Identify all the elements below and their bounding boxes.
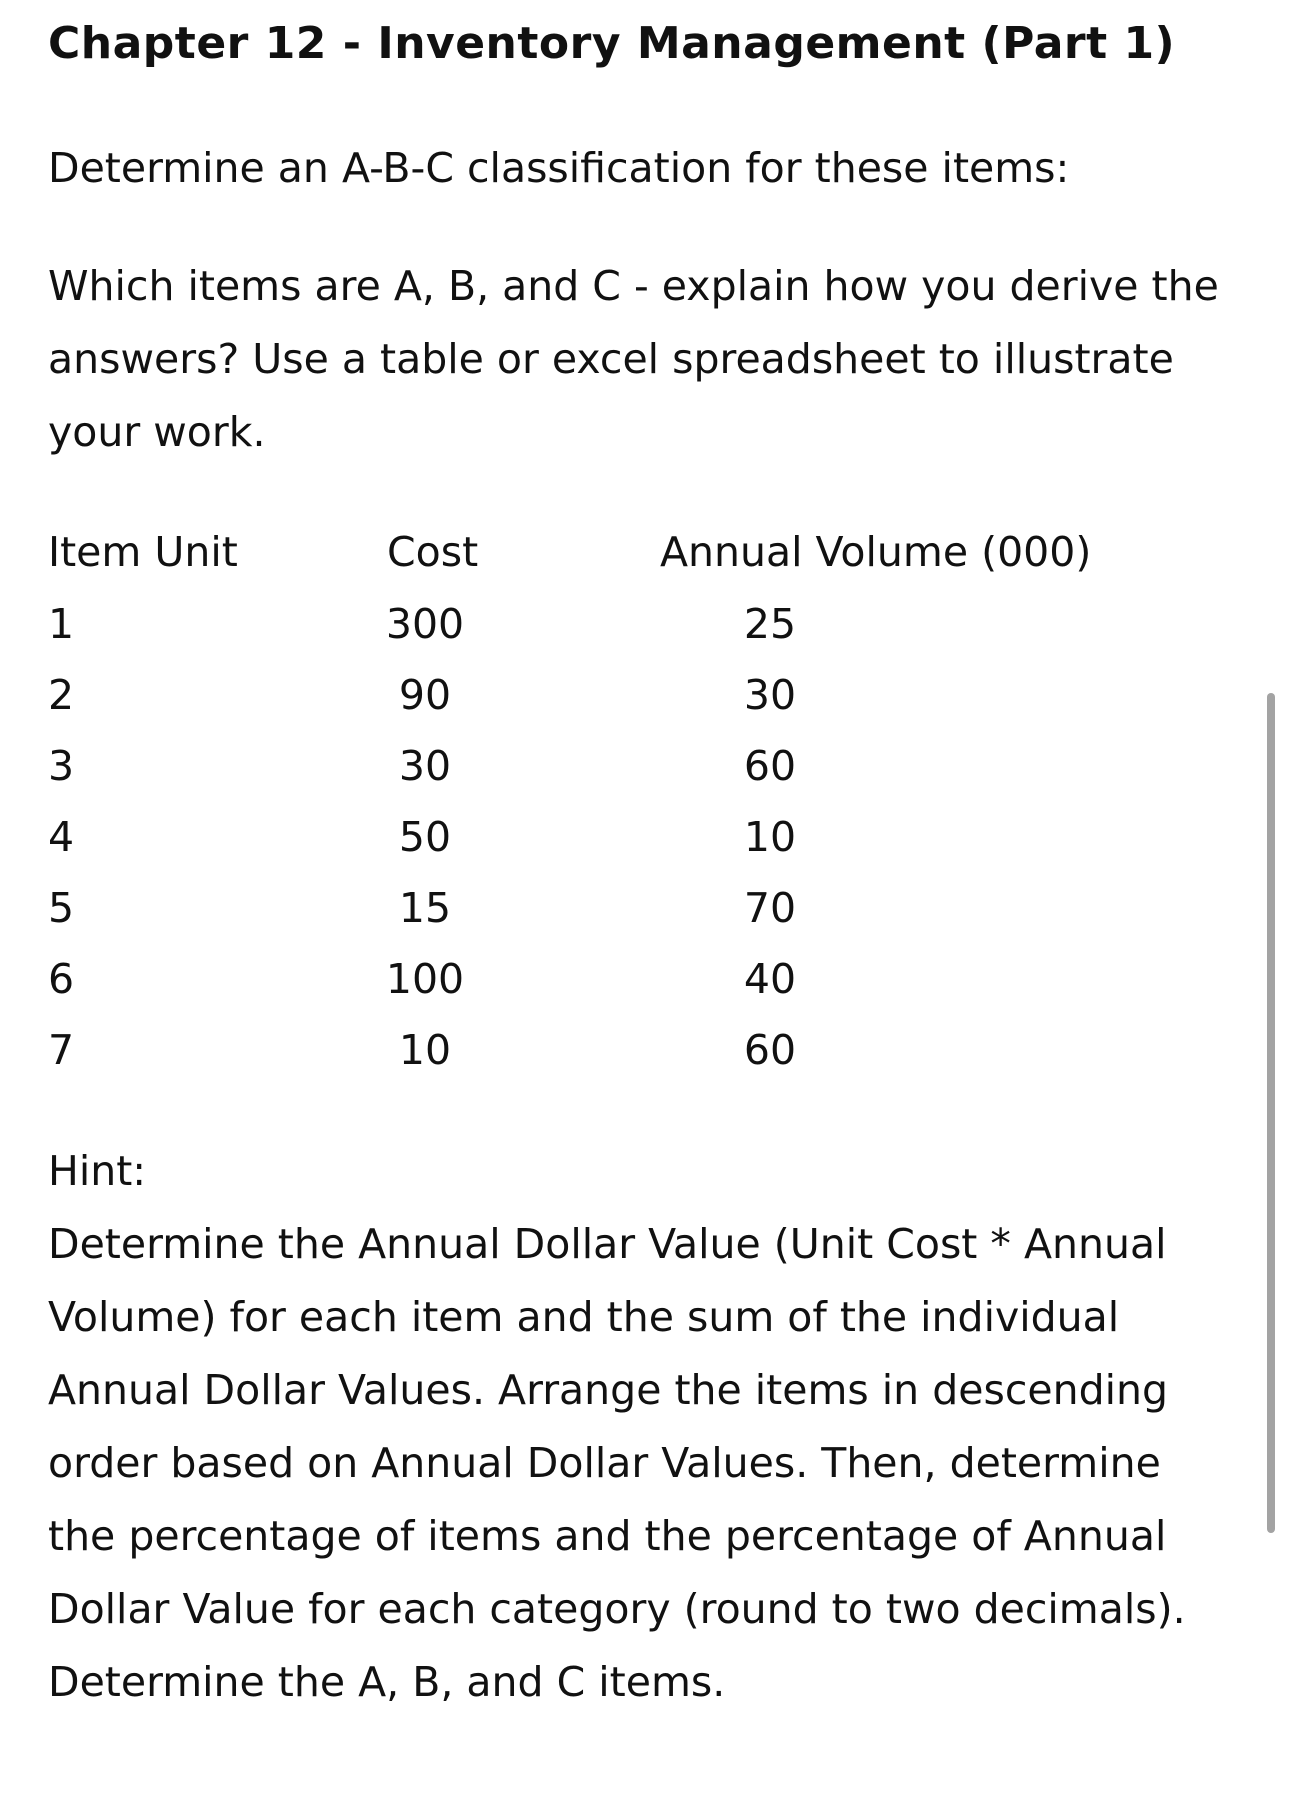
hint-line: Dollar Value for each category (round to two decimals). — [48, 1585, 1186, 1633]
header-annual-volume: Annual Volume (000) — [660, 528, 1092, 576]
volume-cell: 25 — [743, 600, 797, 648]
cost-cell: 15 — [398, 884, 452, 932]
hint-line: Determine the A, B, and C items. — [48, 1658, 726, 1706]
item-cell: 6 — [48, 955, 75, 1003]
hint-line: Annual Dollar Values. Arrange the items in descending — [48, 1366, 1168, 1414]
volume-cell: 10 — [743, 813, 797, 861]
question-line: answers? Use a table or excel spreadsheet to illustrate — [48, 335, 1174, 383]
volume-cell: 30 — [743, 671, 797, 719]
table-header-row — [0, 522, 1290, 582]
item-cell: 1 — [48, 600, 75, 648]
hint-line: Volume) for each item and the sum of the individual — [48, 1293, 1120, 1341]
page-title: Chapter 12 - Inventory Management (Part 1) — [48, 18, 1176, 69]
volume-cell: 60 — [743, 742, 797, 790]
table-row — [0, 594, 1290, 654]
question-line: your work. — [48, 408, 266, 456]
cost-cell: 300 — [385, 600, 465, 648]
hint-line: the percentage of items and the percentage of Annual — [48, 1512, 1167, 1560]
cost-cell: 50 — [398, 813, 452, 861]
vertical-scrollbar[interactable] — [1267, 693, 1275, 1533]
header-item-unit: Item Unit — [48, 528, 238, 576]
volume-cell: 60 — [743, 1026, 797, 1074]
item-cell: 4 — [48, 813, 75, 861]
hint-label: Hint: — [48, 1147, 147, 1195]
header-cost: Cost — [387, 528, 479, 576]
instruction-line: Determine an A-B-C classification for these items: — [48, 144, 1070, 192]
table-row — [0, 949, 1290, 1009]
question-paragraph — [48, 250, 1219, 469]
table-row — [0, 665, 1290, 725]
item-cell: 3 — [48, 742, 75, 790]
cost-cell: 100 — [385, 955, 465, 1003]
question-line: Which items are A, B, and C - explain how you derive the — [48, 262, 1219, 310]
volume-cell: 40 — [743, 955, 797, 1003]
hint-section — [48, 1135, 1186, 1719]
cost-cell: 10 — [398, 1026, 452, 1074]
item-cell: 7 — [48, 1026, 75, 1074]
volume-cell: 70 — [743, 884, 797, 932]
instruction-text — [48, 132, 1069, 205]
table-row — [0, 736, 1290, 796]
hint-line: order based on Annual Dollar Values. Then, determine — [48, 1439, 1161, 1487]
cost-cell: 30 — [398, 742, 452, 790]
hint-line: Determine the Annual Dollar Value (Unit Cost * Annual — [48, 1220, 1167, 1268]
item-cell: 2 — [48, 671, 75, 719]
table-row — [0, 1020, 1290, 1080]
table-row — [0, 807, 1290, 867]
table-row — [0, 878, 1290, 938]
cost-cell: 90 — [398, 671, 452, 719]
item-cell: 5 — [48, 884, 75, 932]
